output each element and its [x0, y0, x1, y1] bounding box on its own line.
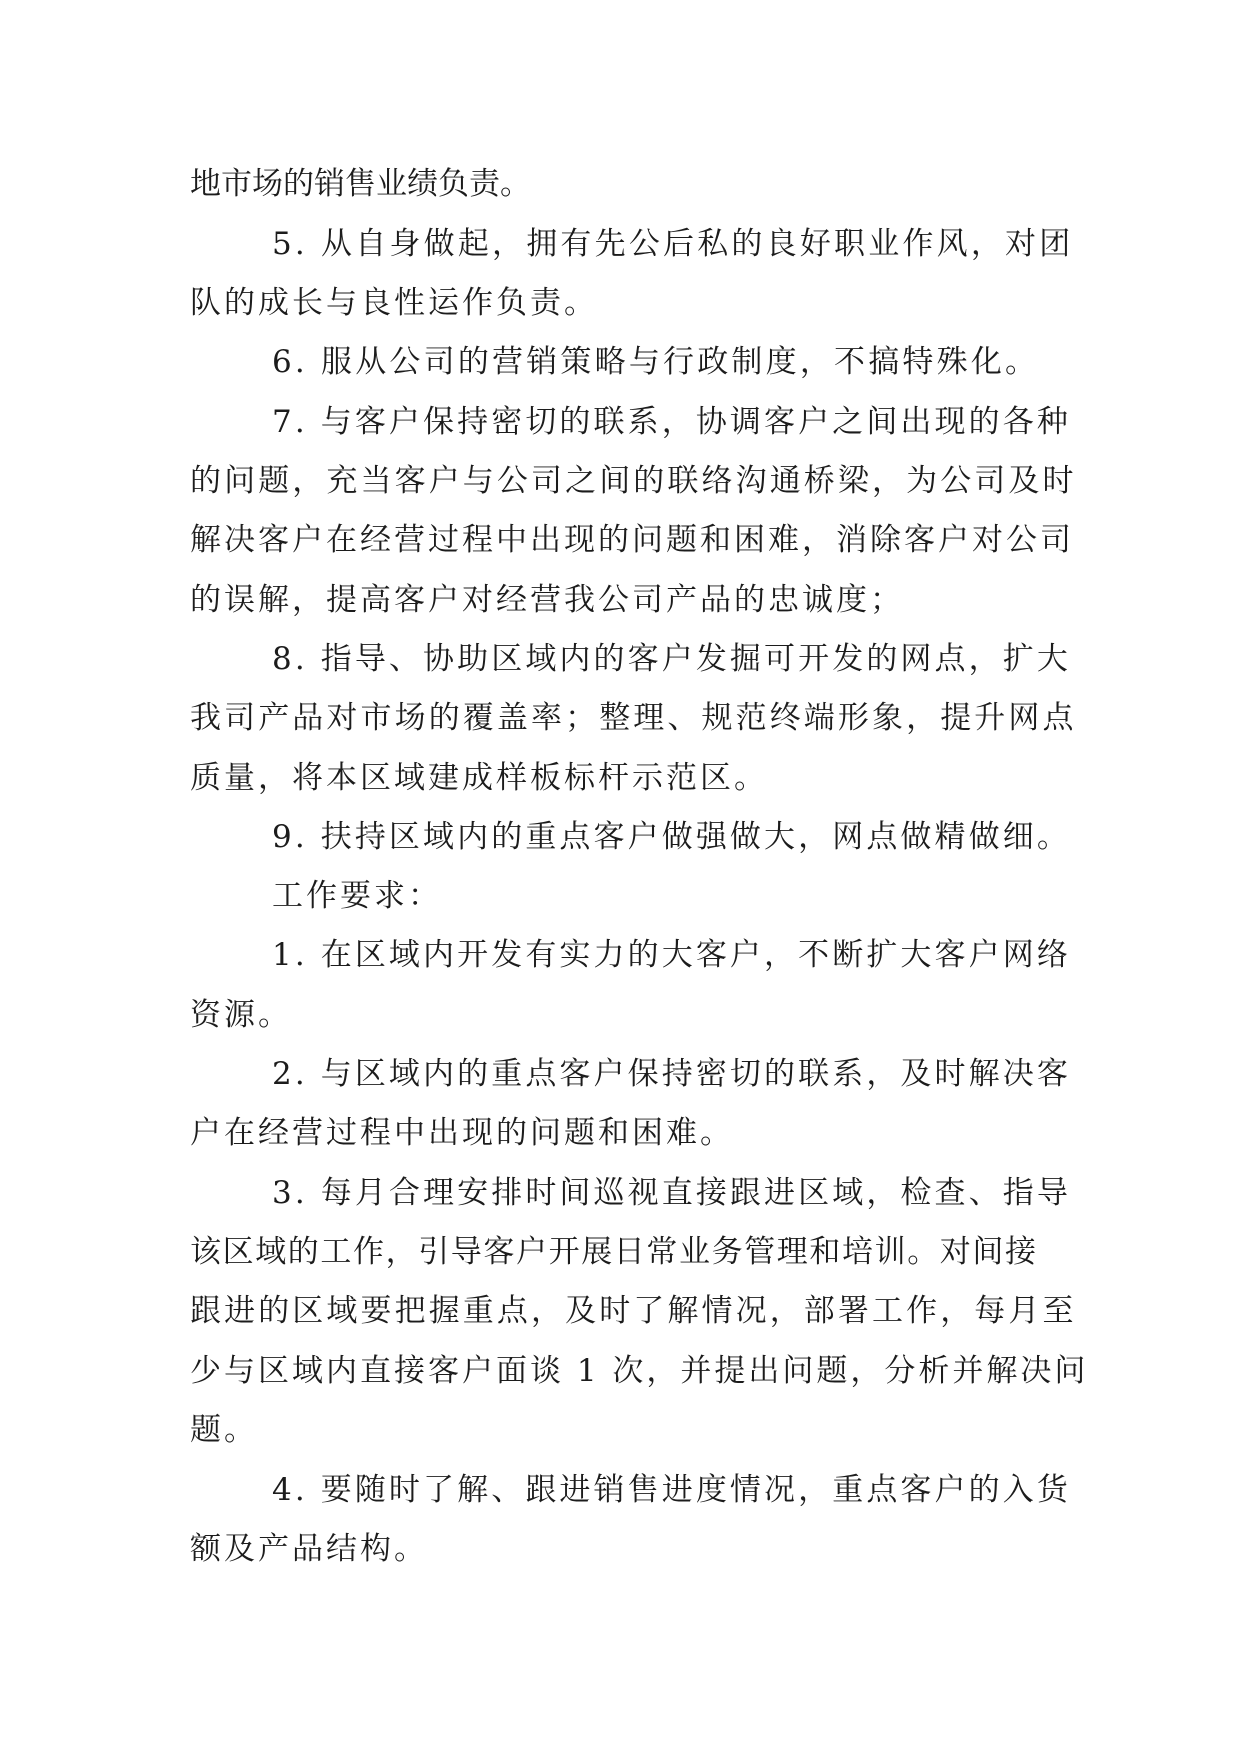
- list-item-8: 8. 指导、协助区域内的客户发掘可开发的网点，扩大: [272, 641, 1071, 677]
- text-line: 户在经营过程中出现的问题和困难。: [190, 1115, 734, 1151]
- list-item-5: 5. 从自身做起，拥有先公后私的良好职业作风，对团: [272, 226, 1074, 262]
- text-line: 少与区域内直接客户面谈 1 次，并提出问题，分析并解决问: [190, 1353, 1089, 1389]
- text-line: 题。: [190, 1412, 258, 1448]
- text-line: 的问题，充当客户与公司之间的联络沟通桥梁，为公司及时: [190, 463, 1077, 499]
- section-heading: 工作要求：: [272, 878, 442, 914]
- text-line: 资源。: [190, 997, 292, 1033]
- text-line: 我司产品对市场的覆盖率；整理、规范终端形象，提升网点: [190, 700, 1077, 736]
- text-line: 质量，将本区域建成样板标杆示范区。: [190, 760, 768, 796]
- text-line: 该区域的工作，引导客户开展日常业务管理和培训。对间接: [190, 1234, 1038, 1270]
- text-line: 地市场的销售业绩负责。: [190, 166, 531, 202]
- list-item-9: 9. 扶持区域内的重点客户做强做大，网点做精做细。: [272, 819, 1071, 855]
- text-line: 队的成长与良性运作负责。: [190, 285, 598, 321]
- requirement-item-3: 3. 每月合理安排时间巡视直接跟进区域，检查、指导: [272, 1175, 1071, 1211]
- text-line: 额及产品结构。: [190, 1531, 428, 1567]
- text-line: 解决客户在经营过程中出现的问题和困难，消除客户对公司: [190, 522, 1074, 558]
- requirement-item-4: 4. 要随时了解、跟进销售进度情况，重点客户的入货: [272, 1472, 1071, 1508]
- text-line: 跟进的区域要把握重点，及时了解情况，部署工作，每月至: [190, 1293, 1077, 1329]
- text-line: 的误解，提高客户对经营我公司产品的忠诚度；: [190, 582, 904, 618]
- requirement-item-1: 1. 在区域内开发有实力的大客户，不断扩大客户网络: [272, 937, 1071, 973]
- requirement-item-2: 2. 与区域内的重点客户保持密切的联系，及时解决客: [272, 1056, 1071, 1092]
- list-item-6: 6. 服从公司的营销策略与行政制度，不搞特殊化。: [272, 344, 1040, 380]
- list-item-7: 7. 与客户保持密切的联系，协调客户之间出现的各种: [272, 404, 1071, 440]
